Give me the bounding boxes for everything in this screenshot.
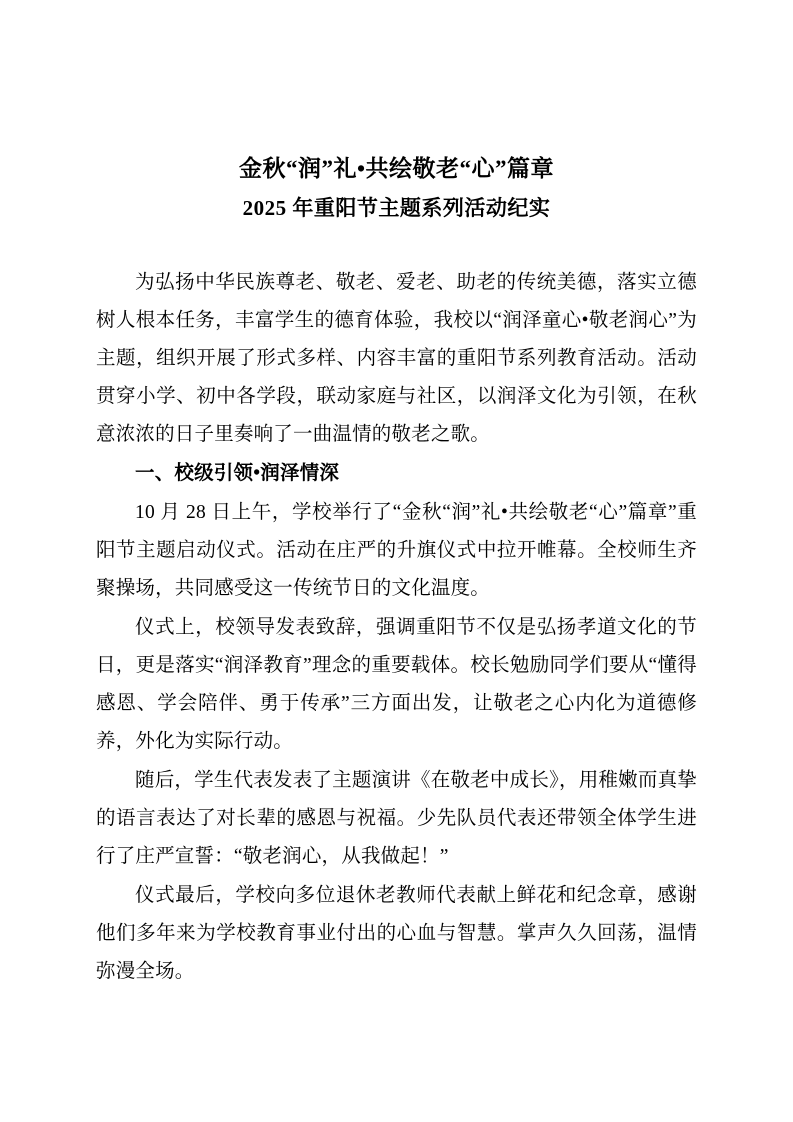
document-body: [96, 264, 697, 991]
paragraph-ceremony-start: 10 月 28 日上午，学校举行了“金秋“润”礼•共绘敬老“心”篇章”重阳节主题启动仪式。活动在庄严的升旗仪式中拉开帷幕。全校师生齐聚操场，共同感受这一传统节日的文化温度。: [96, 502, 697, 599]
paragraph-ceremony-end: 仪式最后，学校向多位退休老教师代表献上鲜花和纪念章，感谢他们多年来为学校教育事业付出的心血与智慧。掌声久久回荡，温情弥漫全场。: [96, 885, 697, 982]
document-title: 金秋“润”礼•共绘敬老“心”篇章: [238, 156, 555, 181]
paragraph-principal-speech: 仪式上，校领导发表致辞，强调重阳节不仅是弘扬孝道文化的节日，更是落实“润泽教育”理念的重要载体。校长勉励同学们要从“懂得感恩、学会陪伴、勇于传承”三方面出发，让敬老之心内化为道德修养，外化为实际行动。: [96, 617, 697, 752]
section-heading-1: 一、校级引领•润泽情深: [135, 463, 340, 484]
paragraph-student-speech: 随后，学生代表发表了主题演讲《在敬老中成长》，用稚嫩而真挚的语言表达了对长辈的感恩与祝福。少先队员代表还带领全体学生进行了庄严宣誓：“敬老润心，从我做起！”: [96, 770, 697, 867]
document-subtitle: 2025 年重阳节主题系列活动纪实: [242, 196, 551, 220]
paragraph-intro: 为弘扬中华民族尊老、敬老、爱老、助老的传统美德，落实立德树人根本任务，丰富学生的德育体验，我校以“润泽童心•敬老润心”为主题，组织开展了形式多样、内容丰富的重阳节系列教育活动。活动贯穿小学、初中各学段，联动家庭与社区，以润泽文化为引领，在秋意浓浓的日子里奏响了一曲温情的敬老之歌。: [96, 272, 697, 445]
